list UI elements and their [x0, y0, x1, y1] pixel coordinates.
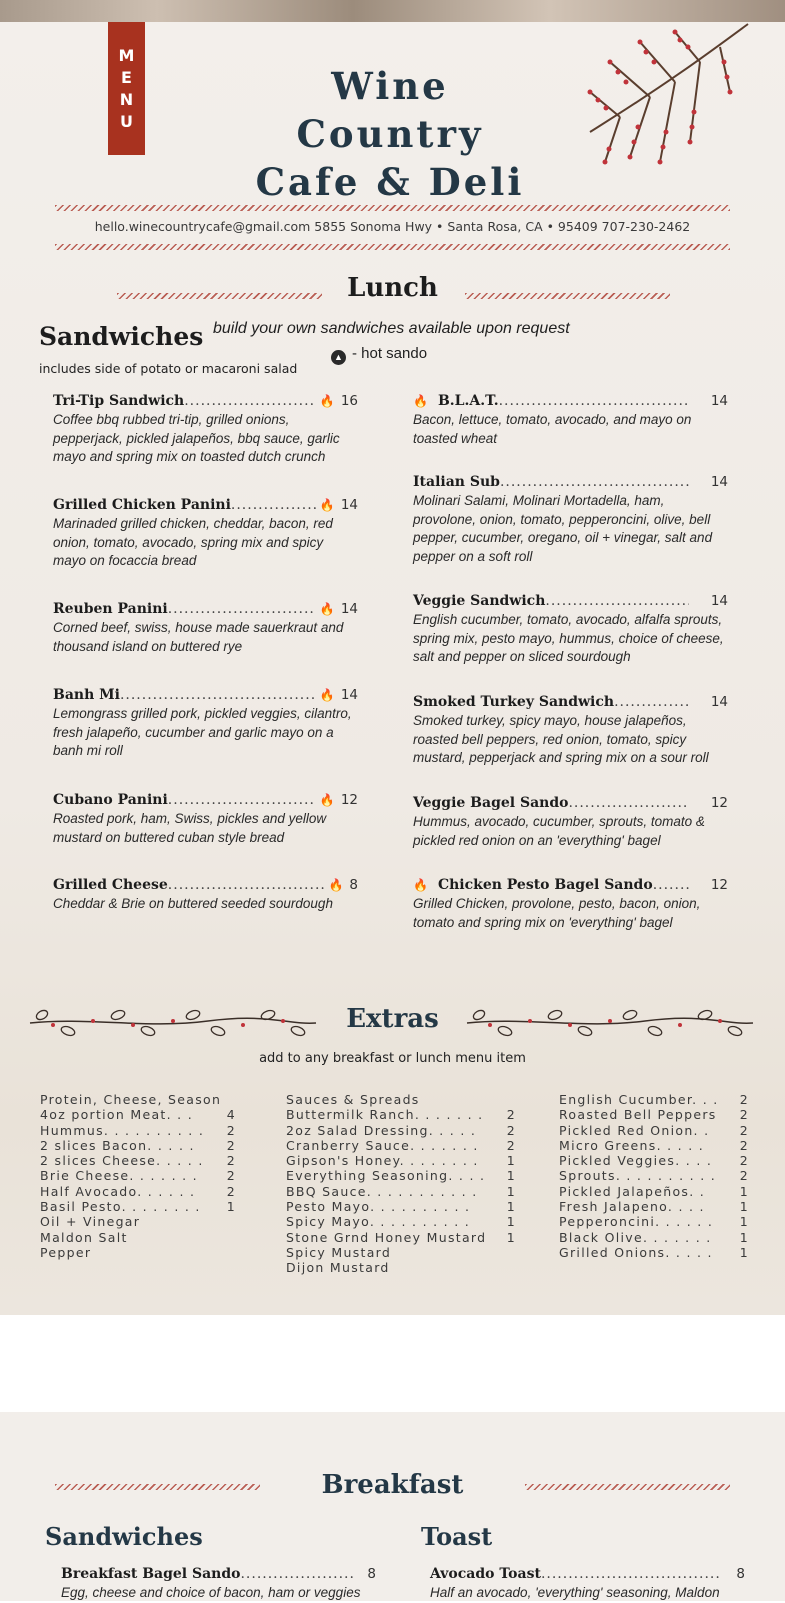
item-name: Avocado Toast [430, 1566, 541, 1582]
header-photo-strip [0, 0, 785, 22]
extras-item-name: 2 slices Bacon. . . . . [40, 1137, 195, 1153]
extras-row [286, 1092, 516, 1107]
menu-item [413, 474, 728, 566]
menu-item [53, 497, 358, 571]
extras-column-2 [286, 1092, 516, 1276]
extras-row [286, 1230, 516, 1245]
item-description: Grilled Chicken, provolone, pesto, bacon, onion, tomato and spring mix on 'everything' bagel [413, 896, 701, 930]
flame-icon: 🔥 [328, 878, 344, 892]
extras-item-name: 2 slices Cheese. . . . . [40, 1153, 204, 1169]
menu-item [413, 393, 728, 448]
extras-item-price: 1 [506, 1153, 516, 1169]
menu-ribbon [108, 22, 145, 155]
divider [55, 205, 730, 211]
extras-row [286, 1245, 516, 1260]
item-price: 8 [736, 1566, 745, 1582]
extras-item-name: English Cucumber. . . [559, 1092, 719, 1107]
breakfast-heading: Breakfast [321, 1470, 464, 1500]
menu-item [61, 1566, 376, 1603]
item-name: Chicken Pesto Bagel Sando [437, 877, 653, 893]
item-description: Egg, cheese and choice of bacon, ham or veggies [61, 1585, 361, 1600]
extras-item-price [502, 1092, 516, 1107]
extras-row [559, 1168, 749, 1183]
extras-row [286, 1260, 516, 1275]
extras-row [559, 1230, 749, 1245]
item-price: 14 [340, 601, 358, 617]
extras-item-name: 2oz Salad Dressing. . . . . [286, 1122, 477, 1138]
toast-heading: Toast [421, 1522, 493, 1551]
extras-row [40, 1107, 236, 1122]
extras-item-price [222, 1214, 236, 1229]
item-name: Breakfast Bagel Sando [61, 1566, 241, 1582]
extras-item-price: 1 [739, 1244, 749, 1260]
extras-item-price: 2 [226, 1183, 236, 1199]
extras-item-name: Buttermilk Ranch. . . . . . . [286, 1107, 484, 1123]
extras-item-name: Sprouts. . . . . . . . . . [559, 1168, 717, 1184]
extras-row [286, 1123, 516, 1138]
item-price: 14 [710, 593, 728, 609]
extras-item-price: 4 [226, 1107, 236, 1123]
menu-item [53, 393, 358, 467]
extras-item-name: Pickled Veggies. . . . [559, 1153, 713, 1169]
extras-row [286, 1168, 516, 1183]
menu-item [53, 792, 358, 847]
extras-item-price: 1 [739, 1214, 749, 1230]
extras-item-price: 1 [739, 1199, 749, 1215]
item-price: 8 [349, 877, 358, 893]
extras-item-price: 2 [739, 1107, 749, 1123]
extras-item-name: Maldon Salt [40, 1229, 128, 1245]
ribbon-letter: U [120, 111, 133, 131]
extras-row [559, 1184, 749, 1199]
item-price: 8 [367, 1566, 376, 1582]
extras-item-price: 2 [739, 1168, 749, 1184]
item-price: 14 [710, 474, 728, 490]
extras-row [286, 1199, 516, 1214]
item-name: Smoked Turkey Sandwich [413, 694, 615, 710]
sandwiches-note: includes side of potato or macaroni salad [39, 361, 298, 376]
extras-item-price: 2 [739, 1153, 749, 1169]
extras-item-name: Dijon Mustard [286, 1260, 390, 1276]
extras-row [40, 1245, 236, 1260]
divider [525, 1484, 730, 1490]
extras-row [286, 1153, 516, 1168]
item-price: 12 [340, 792, 358, 808]
item-name: Grilled Cheese [53, 877, 168, 893]
flame-icon: 🔥 [319, 793, 335, 807]
extras-row [40, 1123, 236, 1138]
flame-icon: ▲ [331, 350, 346, 365]
hot-legend-text: - hot sando [352, 345, 428, 362]
item-description: Lemongrass grilled pork, pickled veggies, cilantro, fresh jalapeño, cucumber and garlic mayo on a banh mi roll [53, 706, 352, 758]
item-description: Marinaded grilled chicken, cheddar, bacon, red onion, tomato, avocado, spring mix and spicy mayo on focaccia bread [53, 516, 333, 568]
extras-item-price: 1 [506, 1183, 516, 1199]
extras-item-price: 2 [739, 1092, 749, 1107]
vine-right-icon [465, 1003, 755, 1043]
extras-item-name: Pickled Jalapeños. . [559, 1183, 706, 1199]
ribbon-letter: N [119, 89, 134, 109]
item-description: Bacon, lettuce, tomato, avocado, and mayo on toasted wheat [413, 412, 692, 446]
extras-row [559, 1107, 749, 1122]
extras-row [286, 1107, 516, 1122]
item-price: 12 [710, 795, 728, 811]
extras-item-price: 1 [506, 1214, 516, 1230]
extras-item-price: 1 [739, 1183, 749, 1199]
extras-row [559, 1123, 749, 1138]
cafe-title [230, 62, 550, 206]
item-name: Veggie Sandwich [413, 593, 546, 609]
extras-item-price: 2 [506, 1122, 516, 1138]
extras-item-name: Black Olive. . . . . . . [559, 1229, 712, 1245]
extras-item-price: 2 [739, 1122, 749, 1138]
extras-row [40, 1138, 236, 1153]
extras-note: add to any breakfast or lunch menu item [259, 1051, 526, 1066]
menu-item [53, 687, 358, 761]
extras-item-name: Micro Greens. . . . . [559, 1137, 705, 1153]
extras-item-price: 2 [739, 1137, 749, 1153]
menu-item [413, 593, 728, 667]
extras-item-price: 2 [506, 1107, 516, 1123]
extras-item-name: Gipson's Honey. . . . . . . . [286, 1153, 479, 1169]
menu-item [413, 694, 728, 768]
item-description: Cheddar & Brie on buttered seeded sourdough [53, 896, 333, 911]
extras-row [286, 1214, 516, 1229]
flame-icon: 🔥 [319, 688, 335, 702]
extras-item-price [222, 1092, 236, 1107]
item-description: Corned beef, swiss, house made sauerkraut and thousand island on buttered rye [53, 620, 344, 654]
contact-info: hello.winecountrycafe@gmail.com 5855 Sonoma Hwy • Santa Rosa, CA • 95409 707-230-2462 [94, 219, 691, 234]
extras-item-price: 1 [226, 1199, 236, 1215]
extras-row [559, 1153, 749, 1168]
item-name: Reuben Panini [53, 601, 168, 617]
extras-row [40, 1199, 236, 1214]
hot-legend [331, 345, 427, 365]
extras-row [559, 1138, 749, 1153]
extras-item-name: Protein, Cheese, Season [40, 1092, 222, 1107]
extras-item-name: Sauces & Spreads [286, 1092, 420, 1107]
extras-column-3 [559, 1092, 749, 1260]
item-price: 14 [340, 497, 358, 513]
extras-row [286, 1184, 516, 1199]
title-line-1: Wine Country [296, 64, 484, 156]
extras-item-price [222, 1245, 236, 1260]
ribbon-letter: E [121, 67, 132, 87]
item-description: Coffee bbq rubbed tri-tip, grilled onions, pepperjack, pickled jalapeños, bbq sauce, garlic mayo and spring mix on toasted dutch crunch [53, 412, 340, 464]
extras-item-price: 1 [506, 1168, 516, 1184]
item-name: Cubano Panini [53, 792, 168, 808]
menu-item [413, 877, 728, 932]
extras-row [559, 1214, 749, 1229]
extras-item-price [502, 1245, 516, 1260]
extras-item-name: Basil Pesto. . . . . . . . [40, 1199, 201, 1215]
item-description: Roasted pork, ham, Swiss, pickles and yellow mustard on buttered cuban style bread [53, 811, 327, 845]
item-price: 14 [710, 694, 728, 710]
item-price: 14 [710, 393, 728, 409]
extras-item-price: 2 [226, 1168, 236, 1184]
extras-item-name: Pepperoncini. . . . . . [559, 1214, 714, 1230]
menu-item [430, 1566, 745, 1603]
extras-row [40, 1184, 236, 1199]
extras-item-name: Pesto Mayo. . . . . . . . . . [286, 1199, 471, 1215]
item-name: Tri-Tip Sandwich [53, 393, 185, 409]
extras-row [559, 1092, 749, 1107]
item-description: Hummus, avocado, cucumber, sprouts, tomato & pickled red onion on an 'everything' bagel [413, 814, 705, 848]
extras-item-name: Pickled Red Onion. . [559, 1122, 710, 1138]
sandwiches-heading: Sandwiches [39, 322, 204, 351]
item-description: Smoked turkey, spicy mayo, house jalapeños, roasted bell peppers, red onion, tomato, spicy mustard, pepperjack and spring mix on a sour roll [413, 713, 709, 765]
item-description: Molinari Salami, Molinari Mortadella, ham, provolone, onion, tomato, pepperoncini, olive, bell pepper, cucumber, oregano, oil + vinegar, salt and pepper on a soft roll [413, 493, 713, 564]
item-description: English cucumber, tomato, avocado, alfalfa sprouts, spring mix, pesto mayo, hummus, choice of cheese, salt and pepper on sliced sourdough [413, 612, 724, 664]
extras-item-price: 1 [506, 1229, 516, 1245]
flame-icon: 🔥 [319, 602, 335, 616]
extras-item-name: Pepper [40, 1244, 92, 1260]
extras-item-name: Everything Seasoning. . . . [286, 1168, 486, 1184]
item-price: 12 [710, 877, 728, 893]
berry-branch-icon [580, 22, 750, 167]
title-line-2: Cafe & Deli [255, 160, 525, 204]
extras-row [40, 1214, 236, 1229]
extras-item-name: Cranberry Sauce. . . . . . . [286, 1137, 479, 1153]
extras-row [559, 1245, 749, 1260]
extras-item-price: 1 [506, 1199, 516, 1215]
extras-heading: Extras [346, 1004, 439, 1034]
divider [55, 244, 730, 250]
extras-item-price: 2 [226, 1153, 236, 1169]
item-price: 16 [340, 393, 358, 409]
ribbon-letter: M [118, 45, 135, 65]
item-name: Grilled Chicken Panini [53, 497, 231, 513]
flame-icon: 🔥 [319, 394, 335, 408]
extras-item-name: Oil + Vinegar [40, 1214, 141, 1230]
menu-item [53, 877, 358, 914]
extras-row [40, 1168, 236, 1183]
extras-row [40, 1230, 236, 1245]
extras-item-price [502, 1260, 516, 1275]
extras-row [559, 1199, 749, 1214]
extras-item-name: Hummus. . . . . . . . . . [40, 1122, 205, 1138]
extras-item-name: Fresh Jalapeno. . . . [559, 1199, 705, 1215]
extras-item-price: 2 [226, 1137, 236, 1153]
item-name: Italian Sub [413, 474, 500, 490]
extras-item-name: BBQ Sauce. . . . . . . . . . . [286, 1183, 478, 1199]
extras-item-price: 2 [226, 1122, 236, 1138]
item-price: 14 [340, 687, 358, 703]
item-description: Half an avocado, 'everything' seasoning, Maldon [430, 1585, 720, 1600]
menu-item [413, 795, 728, 850]
divider [465, 293, 670, 299]
flame-icon: 🔥 [319, 498, 335, 512]
extras-row [40, 1092, 236, 1107]
item-name: Veggie Bagel Sando [413, 795, 569, 811]
extras-column-1 [40, 1092, 236, 1260]
extras-item-name: Brie Cheese. . . . . . . [40, 1168, 198, 1184]
menu-item [53, 601, 358, 656]
build-your-own-note: build your own sandwiches available upon request [213, 320, 570, 337]
item-name: B.L.A.T. [437, 393, 499, 409]
extras-row [40, 1153, 236, 1168]
extras-item-name: Grilled Onions. . . . . [559, 1244, 713, 1260]
extras-item-name: Roasted Bell Peppers [559, 1107, 717, 1123]
extras-item-name: Half Avocado. . . . . . [40, 1183, 196, 1199]
extras-item-price: 2 [506, 1137, 516, 1153]
extras-item-name: Spicy Mayo. . . . . . . . . . [286, 1214, 471, 1230]
extras-row [286, 1138, 516, 1153]
breakfast-sandwiches-heading: Sandwiches [45, 1522, 203, 1551]
extras-item-name: 4oz portion Meat. . . [40, 1107, 193, 1123]
flame-icon: 🔥 [413, 394, 428, 408]
item-name: Banh Mi [53, 687, 120, 703]
extras-item-price: 1 [739, 1229, 749, 1245]
extras-item-price [222, 1230, 236, 1245]
lunch-heading: Lunch [347, 273, 438, 303]
extras-item-name: Stone Grnd Honey Mustard [286, 1229, 487, 1245]
extras-item-name: Spicy Mustard [286, 1244, 392, 1260]
flame-icon: 🔥 [413, 878, 428, 892]
